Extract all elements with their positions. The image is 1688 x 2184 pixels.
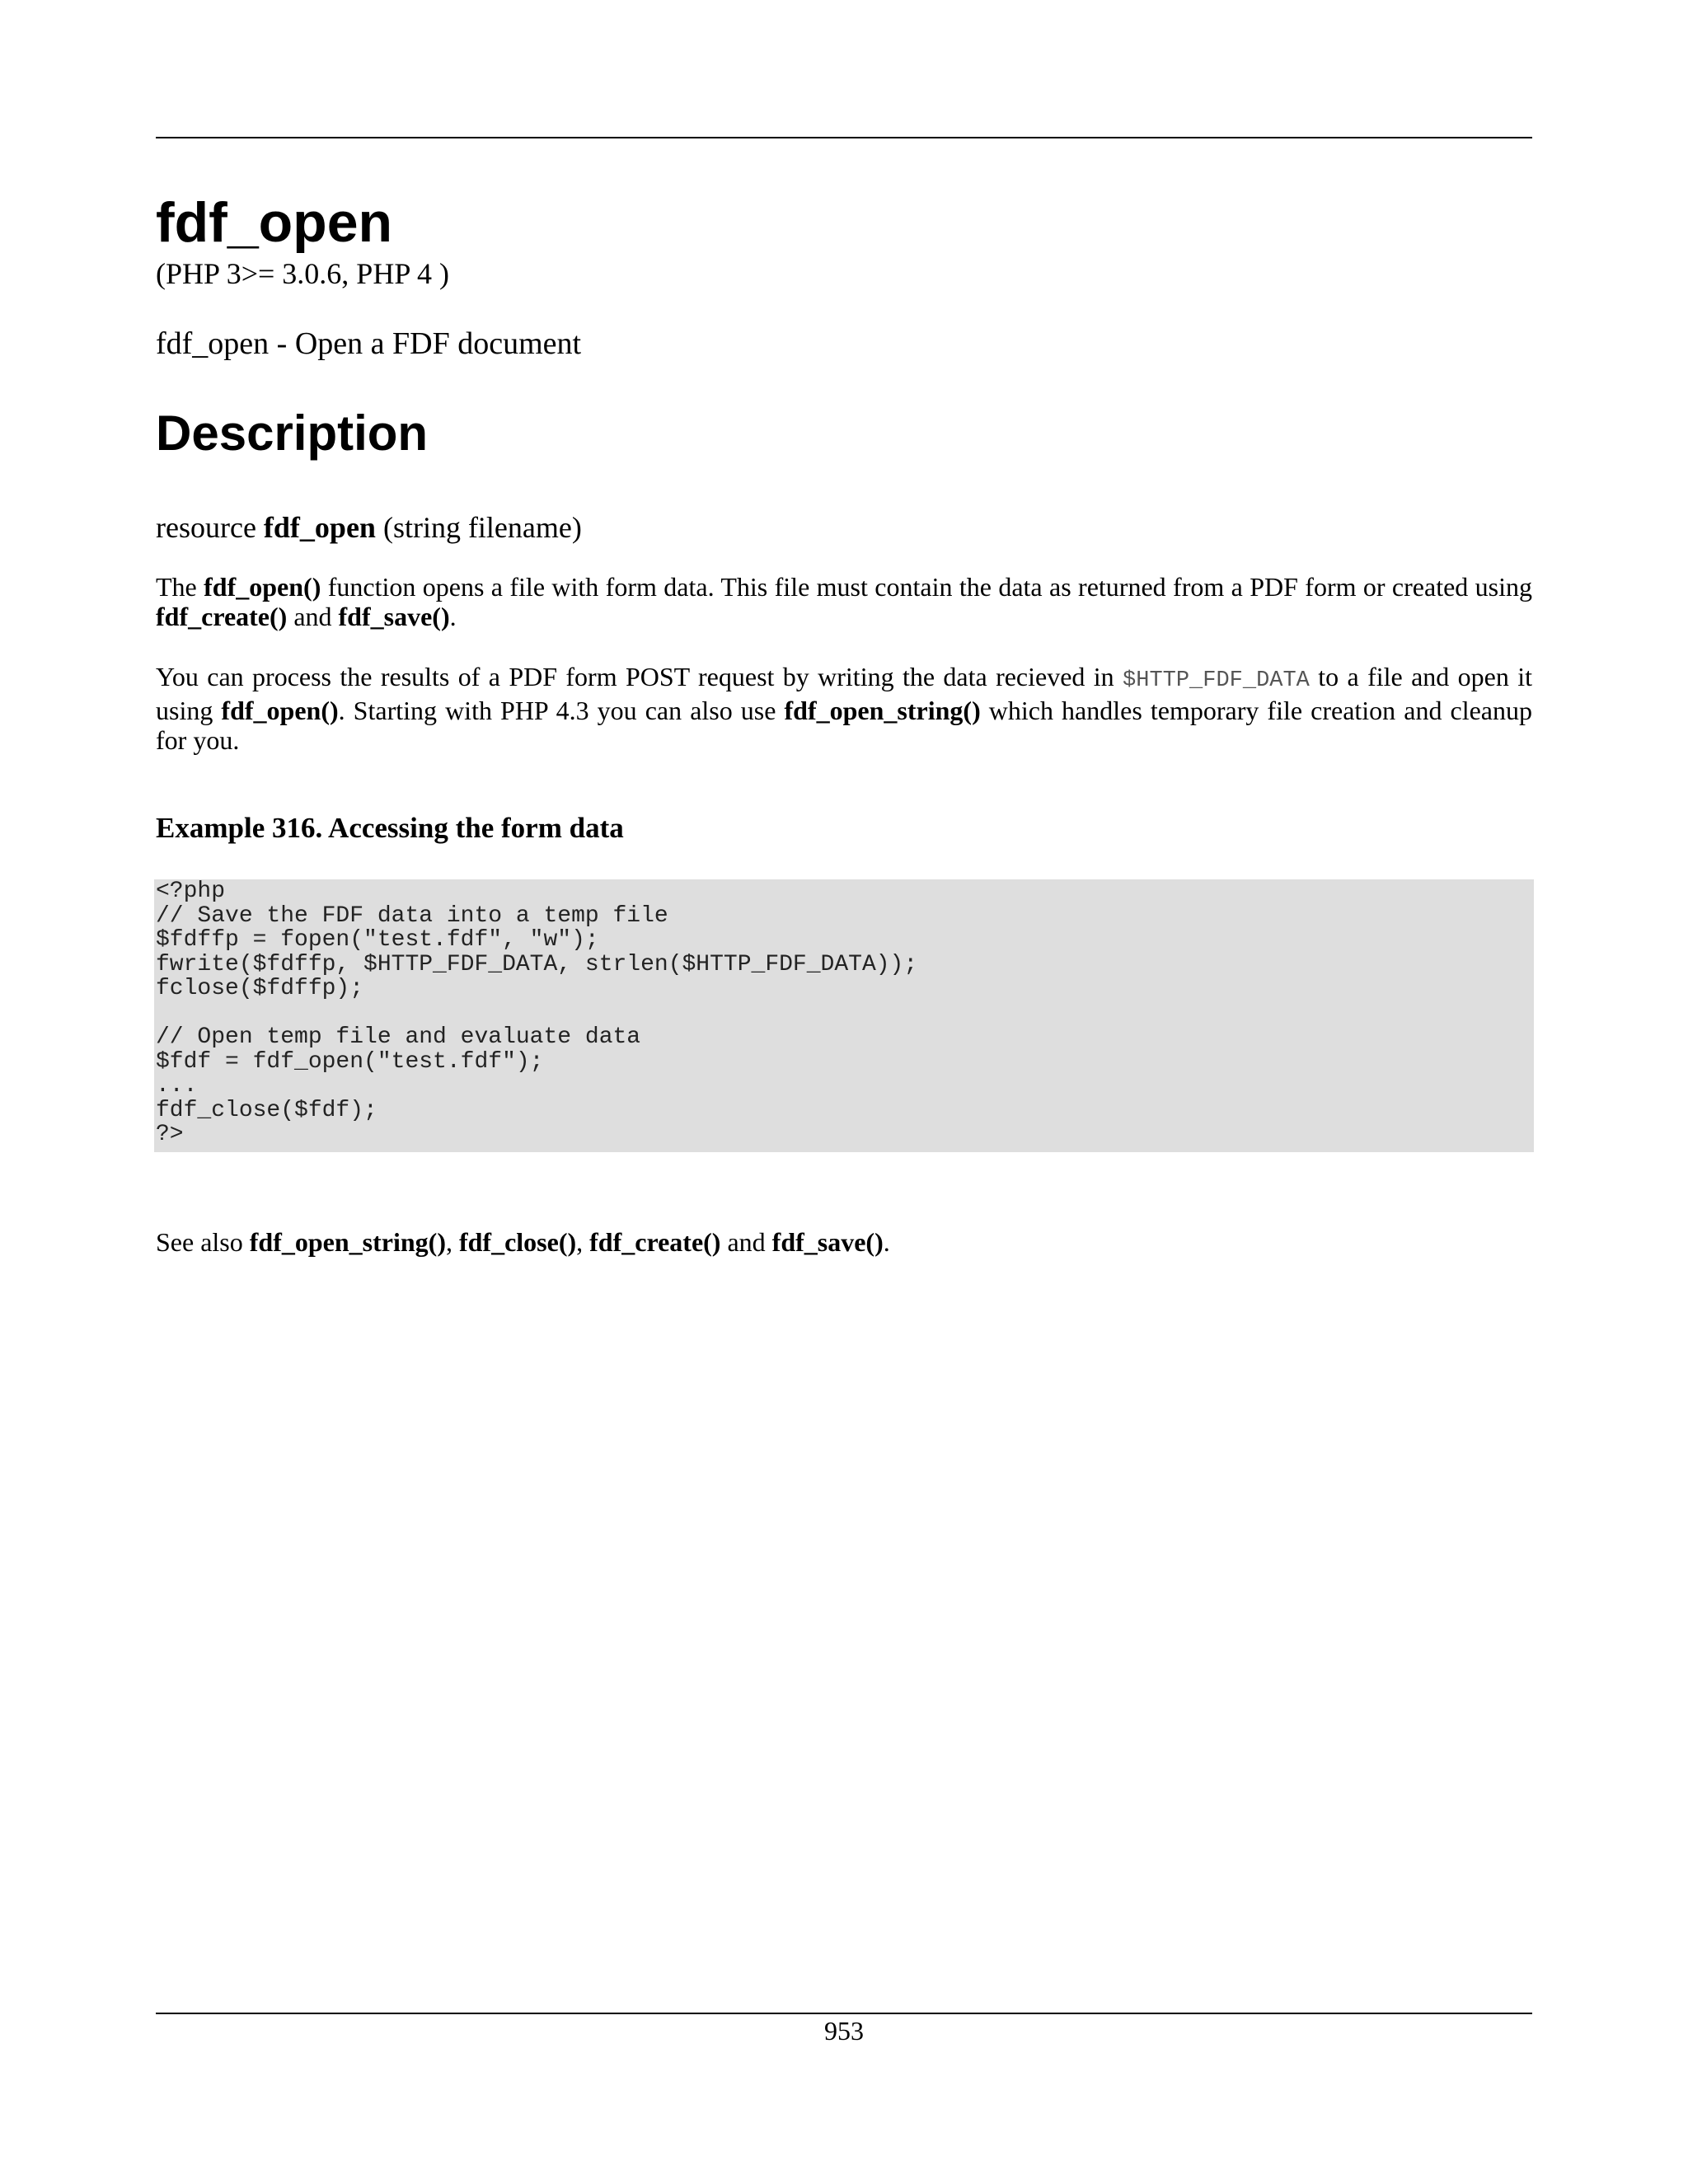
description-paragraph-2 <box>156 662 1532 755</box>
text-run: . Starting with PHP 4.3 you can also use <box>338 696 785 725</box>
code-line: fclose($fdffp); <box>156 976 364 1001</box>
function-title: fdf_open <box>156 191 393 254</box>
text-run: You can process the results of a PDF form POST request by writing the data recieved in <box>156 662 1123 691</box>
see-also-fdf-open-string: fdf_open_string() <box>249 1227 446 1257</box>
text-run: function opens a file with form data. This file must contain the data as returned from a PDF form or created using <box>321 572 1533 602</box>
version-info: (PHP 3>= 3.0.6, PHP 4 ) <box>156 257 449 290</box>
code-line: $fdffp = fopen("test.fdf", "w"); <box>156 927 599 953</box>
code-line: // Save the FDF data into a temp file <box>156 902 668 929</box>
text-run: and <box>287 602 339 631</box>
synopsis-params: (string filename) <box>382 511 582 544</box>
code-line: $fdf = fdf_open("test.fdf"); <box>156 1048 544 1075</box>
see-also-fdf-close: fdf_close() <box>458 1227 577 1257</box>
code-example <box>154 879 1534 1152</box>
text-run: See also <box>156 1227 250 1257</box>
page-number: 953 <box>824 2016 864 2046</box>
function-ref-fdf-create: fdf_create() <box>156 602 288 631</box>
text-run: , <box>445 1227 459 1257</box>
code-line: // Open temp file and evaluate data <box>156 1024 641 1050</box>
function-ref-fdf-open: fdf_open() <box>204 572 321 602</box>
text-run: , <box>576 1227 590 1257</box>
text-run: . <box>449 602 457 631</box>
description-heading: Description <box>156 405 429 461</box>
code-line: <?php <box>156 879 226 904</box>
text-run: . <box>883 1227 890 1257</box>
synopsis-return-type: resource <box>156 511 256 544</box>
code-line-blank <box>156 1001 1534 1026</box>
function-ref-fdf-save: fdf_save() <box>338 602 450 631</box>
text-run: The <box>156 572 204 602</box>
see-also-fdf-create: fdf_create() <box>589 1227 721 1257</box>
see-also <box>156 1226 890 1258</box>
example-title: Example 316. Accessing the form data <box>156 812 624 844</box>
code-line: ?> <box>156 1122 184 1147</box>
text-run: which handles temporary file creation and cleanup for you. <box>156 696 1533 755</box>
code-line: ... <box>156 1073 198 1099</box>
manual-page <box>156 0 1532 2184</box>
text-run: to a file and open it using <box>156 662 1533 725</box>
synopsis-function-name: fdf_open <box>263 511 376 544</box>
code-line: fdf_close($fdf); <box>156 1097 377 1123</box>
header-rule <box>156 137 1532 138</box>
variable-http-fdf-data: $HTTP_FDF_DATA <box>1123 668 1310 693</box>
see-also-fdf-save: fdf_save() <box>771 1227 884 1257</box>
text-run: and <box>720 1227 772 1257</box>
function-ref-fdf-open-string: fdf_open_string() <box>784 696 981 725</box>
function-purpose: fdf_open - Open a FDF document <box>156 326 582 361</box>
description-paragraph-1 <box>156 572 1532 631</box>
function-synopsis <box>156 509 582 546</box>
code-line: fwrite($fdffp, $HTTP_FDF_DATA, strlen($HTTP_FDF_DATA)); <box>156 951 918 977</box>
function-ref-fdf-open: fdf_open() <box>221 696 339 725</box>
